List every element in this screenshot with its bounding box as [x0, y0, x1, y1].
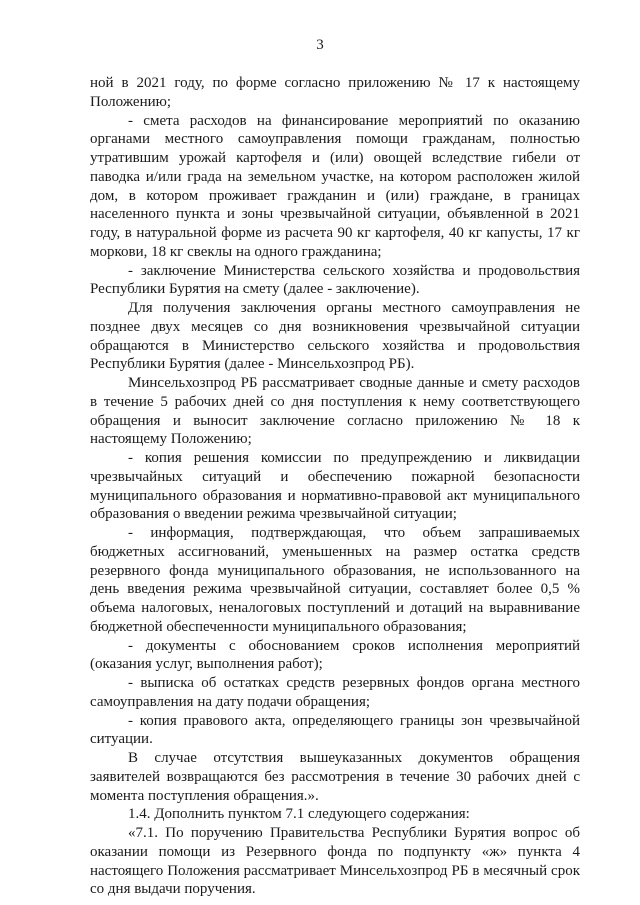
list-item-reserve-fund-statement: - выписка об остатках средств резервных фондов органа местного самоуправления на дату подачи обращения; [90, 675, 580, 710]
list-item-legal-act-copy: - копия правового акта, определяющего границы зон чрезвычайной ситуации. [90, 712, 580, 748]
paragraph-amendment-1-4: 1.4. Дополнить пунктом 7.1 следующего содержания: [128, 806, 470, 823]
list-item-budget-information: - информация, подтверждающая, что объем запрашиваемых бюджетных ассигнований, уменьшенных на размер остатка средств резервного фонда муниципального образования, не использованного на день введения режима чрезвычайной ситуации, составляет более 0,5 % объема налоговых, неналоговых поступлений и дотаций на выравнивание бюджетной обеспеченности муниципального образования; [90, 525, 580, 635]
paragraph-clause-7-1: «7.1. По поручению Правительства Республики Бурятия вопрос об оказании помощи из Резервного фонда по подпункту «ж» пункта 4 настоящего Положения рассматривает Минсельхозпрод РБ в месячный срок со дня выдачи поручения. [90, 825, 580, 898]
paragraph-ministry-review: Минсельхозпрод РБ рассматривает сводные данные и смету расходов в течение 5 рабочих дней со дня поступления к нему соответствующего обращения и выносит заключение согласно приложению № 18 к настоящему Положению; [90, 375, 580, 448]
list-item-ministry-conclusion: - заключение Министерства сельского хозяйства и продовольствия Республики Бурятия на смету (далее - заключение). [90, 262, 580, 298]
paragraph-missing-documents: В случае отсутствия вышеуказанных документов обращения заявителей возвращаются без рассмотрения в течение 30 рабочих дней с момента поступления обращения.». [90, 750, 580, 804]
list-item-deadline-documents: - документы с обоснованием сроков исполнения мероприятий (оказания услуг, выполнения работ); [90, 637, 580, 673]
paragraph-continuation: ной в 2021 году, по форме согласно приложению № 17 к настоящему Положению; [90, 75, 580, 110]
list-item-commission-decision: - копия решения комиссии по предупреждению и ликвидации чрезвычайных ситуаций и обеспечению пожарной безопасности муниципального образования и нормативно-правовой акт муниципального образования о введении режима чрезвычайной ситуации; [90, 450, 580, 523]
page-number: 3 [316, 37, 324, 53]
paragraph-conclusion-procedure: Для получения заключения органы местного самоуправления не позднее двух месяцев со дня возникновения чрезвычайной ситуации обращаются в Министерство сельского хозяйства и продовольствия Республики Бурятия (далее - Минсельхозпрод РБ). [90, 300, 580, 373]
document-body [90, 74, 580, 899]
list-item-budget-estimate: - смета расходов на финансирование мероприятий по оказанию органами местного самоуправления помощи гражданам, полностью утратившим урожай картофеля и (или) овощей вследствие гибели от паводка и/или града на земельном участке, на котором расположен жилой дом, в котором проживает гражданин и (или) граждане, в границах населенного пункта и зоны чрезвычайной ситуации, объявленной в 2021 году, в натуральной форме из расчета 90 кг картофеля, 40 кг капусты, 17 кг моркови, 18 кг свеклы на одного гражданина; [90, 112, 580, 260]
